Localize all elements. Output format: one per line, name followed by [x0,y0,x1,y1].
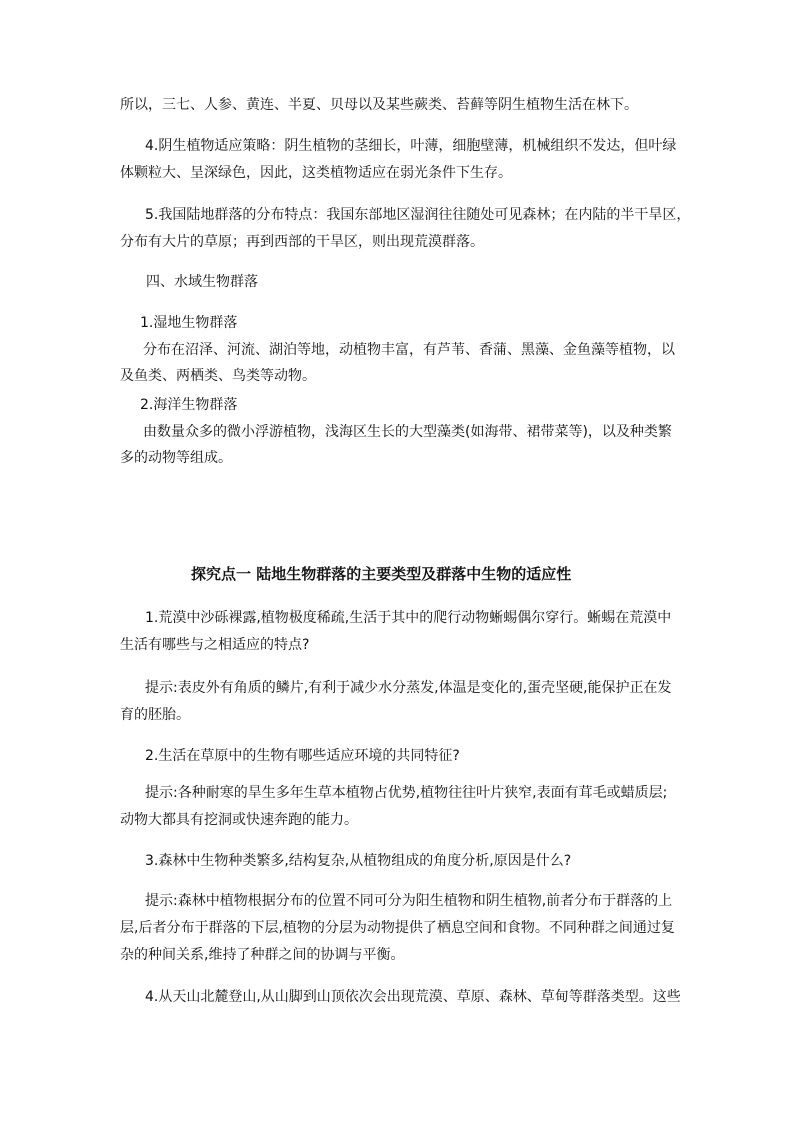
text-line: 由数量众多的微小浮游植物，浅海区生长的大型藻类(如海带、裙带菜等)，以及种类繁 [143,424,672,440]
text-line: 所以，三七、人参、黄连、半夏、贝母以及某些蕨类、苔藓等阴生植物生活在林下。 [120,97,638,113]
question-line: 1.荒漠中沙砾裸露,植物极度稀疏,生活于其中的爬行动物蜥蜴偶尔穿行。蜥蜴在荒漠中 [145,610,672,626]
text-line: 5.我国陆地群落的分布特点：我国东部地区湿润往往随处可见森林；在内陆的半干旱区， [145,207,691,223]
text-line: 分布在沼泽、河流、湖泊等地，动植物丰富，有芦苇、香蒲、黑藻、金鱼藻等植物，以 [143,342,675,358]
answer-line: 提示:各种耐寒的旱生多年生草本植物占优势,植物往往叶片狭窄,表面有茸毛或蜡质层; [145,785,668,801]
answer-line: 动物大都具有挖洞或快速奔跑的能力。 [120,812,358,828]
text-line: 多的动物等组成。 [120,450,232,466]
answer-line: 提示:森林中植物根据分布的位置不同可分为阳生植物和阴生植物,前者分布于群落的上 [145,893,673,909]
subsection-title: 2.海洋生物群落 [140,397,238,413]
text-line: 分布有大片的草原；再到西部的干旱区，则出现荒漠群落。 [120,234,484,250]
section-heading: 四、水域生物群落 [146,274,258,290]
text-line: 体颗粒大、呈深绿色，因此，这类植物适应在弱光条件下生存。 [120,165,512,181]
subsection-title: 1.湿地生物群落 [140,315,238,331]
answer-line: 层,后者分布于群落的下层,植物的分层为动物提供了栖息空间和食物。不同种群之间通过复 [120,920,675,936]
question-line: 生活有哪些与之相适应的特点? [120,637,310,653]
answer-line: 提示:表皮外有角质的鳞片,有利于减少水分蒸发,体温是变化的,蛋壳坚硬,能保护正在发 [145,680,672,696]
text-line: 4.阴生植物适应策略：阴生植物的茎细长，叶薄，细胞壁薄，机械组织不发达，但叶绿 [145,138,677,154]
question-line: 3.森林中生物种类繁多,结构复杂,从植物组成的角度分析,原因是什么? [145,853,572,869]
question-line: 4.从天山北麓登山,从山脚到山顶依次会出现荒漠、草原、森林、草甸等群落类型。这些 [145,989,681,1005]
section-title: 探究点一 陆地生物群落的主要类型及群落中生物的适应性 [191,565,572,583]
answer-line: 育的胚胎。 [120,707,190,723]
question-line: 2.生活在草原中的生物有哪些适应环境的共同特征? [145,748,460,764]
text-line: 及鱼类、两栖类、鸟类等动物。 [120,368,316,384]
answer-line: 杂的种间关系,维持了种群之间的协调与平衡。 [120,947,405,963]
